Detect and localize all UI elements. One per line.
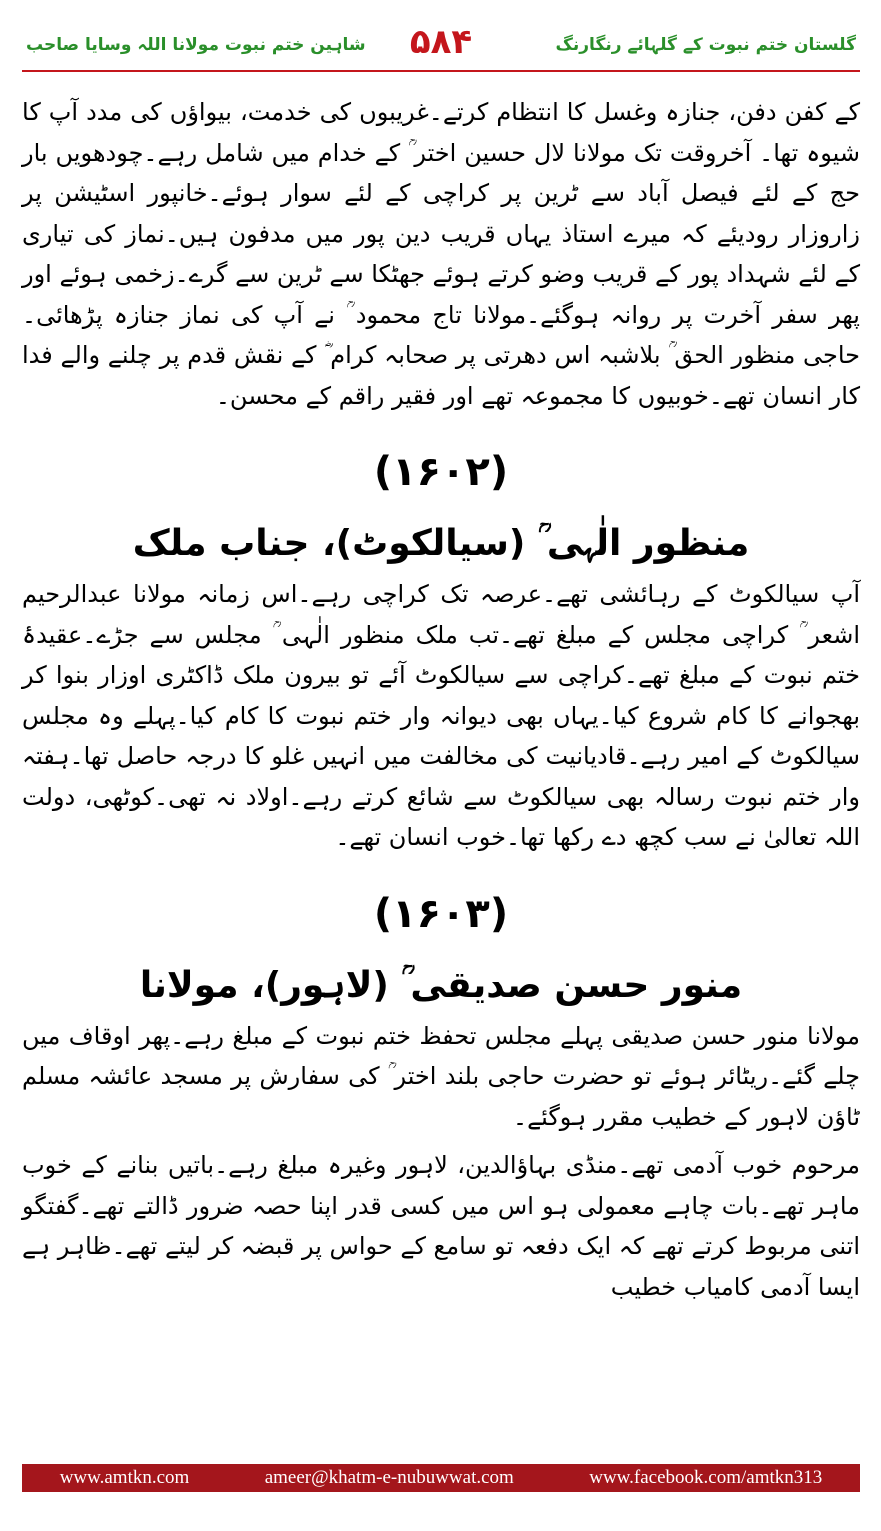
entry-title: منظور الٰہی ؒ (سیالکوٹ)، جناب ملک (132, 523, 750, 564)
entry-number: (۱۶۰۳) (373, 890, 509, 937)
footer-email-link[interactable]: ameer@khatm-e-nubuwwat.com (264, 1467, 514, 1488)
page-content (22, 92, 860, 1307)
entry-paragraph: آپ سیالکوٹ کے رہائشی تھے۔عرصہ تک کراچی رہے۔اس زمانہ مولانا عبدالرحیم اشعر ؒ کراچی مجلس کے مبلغ تھے۔تب ملک منظور الٰہی ؒ مجلس سے جڑے۔عقیدۂ ختم نبوت کے مبلغ تھے۔کراچی سے سیالکوٹ آئے تو بیرون ملک ڈاکٹری اوزار بنوا کر بھجوانے کا کام شروع کیا۔یہاں بھی دیوانہ وار ختم نبوت کا کام کیا۔پہلے وہ مجلس سیالکوٹ کے امیر رہے۔قادیانیت کی مخالفت میں انہیں غلو کا درجہ حاصل تھا۔ہفتہ وار ختم نبوت رسالہ بھی سیالکوٹ سے شائع کرتے رہے۔اولاد نہ تھی۔کوٹھی، دولت اللہ تعالیٰ نے سب کچھ دے رکھا تھا۔خوب انسان تھے۔ (22, 580, 860, 851)
footer-facebook-link[interactable]: www.facebook.com/amtkn313 (589, 1467, 823, 1488)
header-book-title: گلستان ختم نبوت کے گلہائے رنگارنگ (555, 35, 856, 55)
page-footer (22, 1464, 860, 1492)
footer-website-link[interactable]: www.amtkn.com (59, 1467, 190, 1488)
header-divider (22, 70, 860, 72)
entry-paragraph: مولانا منور حسن صدیقی پہلے مجلس تحفظ ختم نبوت کے مبلغ رہے۔پھر اوقاف میں چلے گئے۔ریٹائر ہوئے تو حضرت حاجی بلند اختر ؒ کی سفارش پر مسجد عائشہ مسلم ٹاؤن لاہور کے خطیب مقرر ہوگئے۔ (22, 1021, 860, 1131)
entry-paragraph: مرحوم خوب آدمی تھے۔منڈی بہاؤالدین، لاہور وغیرہ مبلغ رہے۔باتیں بنانے کے خوب ماہر تھے۔بات چاہے معمولی ہو اس میں کسی قدر اپنا حصہ ضرور ڈالتے تھے۔گفتگو اتنی مربوط کرتے تھے کہ ایک دفعہ تو سامع کے حواس پر قبضہ کر لیتے تھے۔ظاہر ہے ایسا آدمی کامیاب خطیب (22, 1151, 860, 1301)
entry-number: (۱۶۰۲) (373, 449, 509, 495)
entry-1603 (22, 884, 860, 1308)
page-header (22, 20, 860, 72)
header-author-title: شاہین ختم نبوت مولانا اللہ وسایا صاحب (26, 35, 366, 55)
page-number: ۵۸۴ (409, 22, 473, 62)
entry-title: منور حسن صدیقی ؒ (لاہور)، مولانا (139, 964, 743, 1006)
entry-1602 (22, 442, 860, 858)
intro-paragraph: کے کفن دفن، جنازہ وغسل کا انتظام کرتے۔غریبوں کی خدمت، بیواؤں کی مدد آپ کا شیوہ تھا۔ آخروقت تک مولانا لال حسین اختر ؒ کے خدام میں شامل رہے۔چودھویں بار حج کے لئے فیصل آباد سے ٹرین پر کراچی کے لئے سوار ہوئے۔خانپور اسٹیشن پر زاروزار رودیئے کہ میرے استاذ یہاں قریب دین پور میں مدفون ہیں۔نماز کی تیاری کے لئے شہداد پور کے قریب وضو کرتے ہوئے جھٹکا سے ٹرین سے گرے۔زخمی ہوئے اور پھر سفر آخرت پر روانہ ہوگئے۔مولانا تاج محمود ؒ نے آپ کی نماز جنازہ پڑھائی۔حاجی منظور الحق ؒ بلاشبہ اس دھرتی پر صحابہ کرام ؓ کے نقش قدم پر چلنے والے فدا کار انسان تھے۔خوبیوں کا مجموعہ تھے اور فقیر راقم کے محسن۔ (22, 98, 860, 410)
